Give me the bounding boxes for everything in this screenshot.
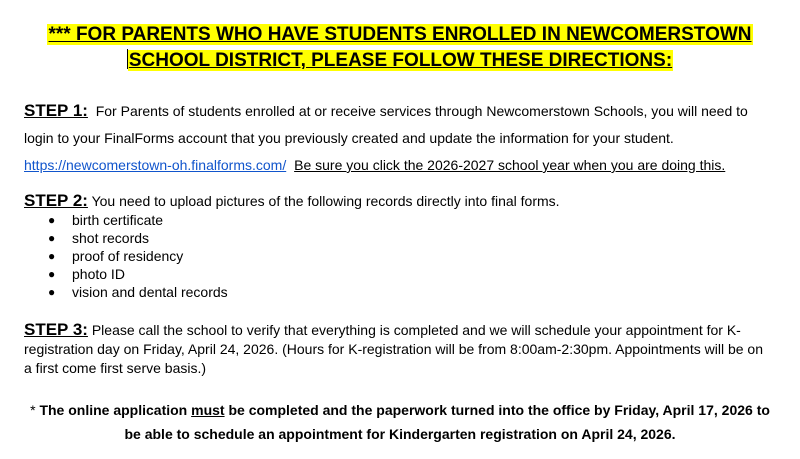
list-item: ● shot records xyxy=(48,230,150,246)
bullet-icon: ● xyxy=(48,213,56,227)
step-2-paragraph xyxy=(24,191,764,211)
step-1-emphasis: Be sure you click the 2026-2027 school year when you are doing this. xyxy=(294,157,726,173)
step-3-text: Please call the school to verify that everything is completed and we will schedule your appointment for K-registration day on Friday, April 24, 2026. (Hours for K-registration will be from 8:00am-2:30pm. Appointments will be on a first come first serve basis.) xyxy=(24,322,763,376)
heading-line-2: SCHOOL DISTRICT, PLEASE FOLLOW THESE DIRECTIONS: xyxy=(128,50,673,71)
step-2-label: STEP 2: xyxy=(24,191,88,210)
list-item: ● proof of residency xyxy=(48,248,184,264)
note-must: must xyxy=(191,402,225,418)
note-part-2: be completed and the paperwork turned into the office by Friday, April 17, 2026 to be able to schedule an appointment for Kindergarten registration on April 24, 2026. xyxy=(124,402,770,442)
page-heading xyxy=(20,22,780,74)
records-list xyxy=(24,211,228,301)
note-prefix: * xyxy=(30,402,40,418)
step-1-text: For Parents of students enrolled at or receive services through Newcomerstown Schools, you will need to login to your FinalForms account that you previously created and update the information for your student. xyxy=(24,103,748,146)
list-item: ● birth certificate xyxy=(48,212,164,228)
step-1-paragraph xyxy=(24,97,764,179)
bullet-icon: ● xyxy=(48,285,56,299)
finalforms-link[interactable]: https://newcomerstown-oh.finalforms.com/ xyxy=(24,157,287,173)
step-2-text: You need to upload pictures of the following records directly into final forms. xyxy=(91,193,560,209)
bullet-icon: ● xyxy=(48,267,56,281)
step-1-label: STEP 1: xyxy=(24,101,88,120)
bullet-icon: ● xyxy=(48,231,56,245)
step-3-paragraph xyxy=(24,320,764,378)
deadline-note xyxy=(24,398,776,446)
list-item: ● photo ID xyxy=(48,266,125,282)
heading-line-1: *** FOR PARENTS WHO HAVE STUDENTS ENROLLED IN NEWCOMERSTOWN xyxy=(48,24,752,45)
note-part-1: The online application xyxy=(39,402,192,418)
step-3-label: STEP 3: xyxy=(24,320,88,339)
list-item: ● vision and dental records xyxy=(48,284,228,300)
bullet-icon: ● xyxy=(48,249,56,263)
